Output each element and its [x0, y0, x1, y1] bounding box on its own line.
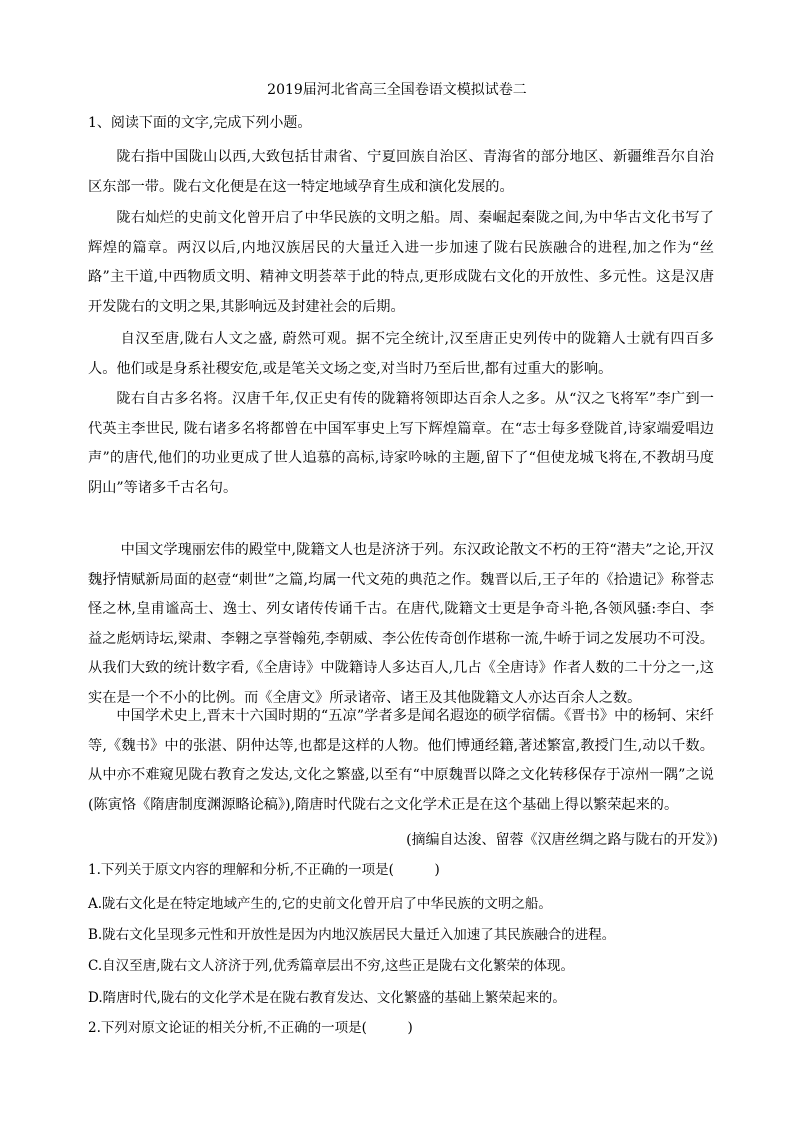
question-1-option-d: D.隋唐时代,陇右的文化学术是在陇右教育发达、文化繁盛的基础上繁荣起来的。 [88, 990, 566, 1006]
question-1-option-a: A.陇右文化是在特定地域产生的,它的史前文化曾开启了中华民族的文明之船。 [88, 896, 552, 912]
passage-paragraph-3: 自汉至唐,陇右人文之盛, 蔚然可观。据不完全统计,汉至唐正史列传中的陇籍人士就有四百多人。他们或是身系社稷安危,或是笔关文场之变,对当时乃至后世,都有过重大的影响。 [88, 331, 714, 377]
passage-paragraph-2: 陇右灿烂的史前文化曾开启了中华民族的文明之船。周、秦崛起秦陇之间,为中华古文化书写了辉煌的篇章。两汉以后,内地汉族居民的大量迁入进一步加速了陇右民族融合的进程,加之作为“丝路”主干道,中西物质文明、精神文明荟萃于此的特点,更形成陇右文化的开放性、多元性。这是汉唐开发陇右的文明之果,其影响远及封建社会的后期。 [88, 210, 714, 315]
passage-paragraph-6: 中国学术史上,晋末十六国时期的“五凉”学者多是闻名遐迩的硕学宿儒。《晋书》中的杨轲、宋纤等,《魏书》中的张湛、阴仲达等,也都是这样的人物。他们博通经籍,著述繁富,教授门生,动以千数。从中亦不难窥见陇右教育之发达,文化之繁盛,以至有“中原魏晋以降之文化转移保存于凉州一隅”之说(陈寅恪《隋唐制度渊源略论稿》),隋唐时代陇右之文化学术正是在这个基础上得以繁荣起来的。 [88, 708, 714, 813]
passage-paragraph-5: 中国文学瑰丽宏伟的殿堂中,陇籍文人也是济济于列。东汉政论散文不朽的王符“潜夫”之论,开汉魏抒情赋新局面的赵壹“刺世”之篇,均属一代文苑的典范之作。魏晋以后,王子年的《拾遗记》称誉志怪之林,皇甫谧高士、逸士、列女诸传传诵千古。在唐代,陇籍文士更是争奇斗艳,各领风骚:李白、李益之彪炳诗坛,梁肃、李翱之享誉翰苑,李朝威、李公佐传奇创作堪称一流,牛峤于词之发展功不可没。从我们大致的统计数字看,《全唐诗》中陇籍诗人多达百人,几占《全唐诗》作者人数的二十分之一,这实在是一个不小的比例。而《全唐文》所录诸帝、诸王及其他陇籍文人亦达百余人之数。 [88, 542, 715, 706]
question-1-stem: 1.下列关于原文内容的理解和分析,不正确的一项是( ) [88, 862, 440, 878]
instruction: 1、阅读下面的文字,完成下列小题。 [88, 115, 312, 131]
passage-paragraph-4: 陇右自古多名将。汉唐千年,仅正史有传的陇籍将领即达百余人之多。从“汉之飞将军”李广到一代英主李世民, 陇右诸多名将都曾在中国军事史上写下辉煌篇章。在“志士每多登陇首,诗家端爱唱边声”的唐代,他们的功业更成了世人追慕的高标,诗家吟咏的主题,留下了“但使龙城飞将在,不教胡马度阴山”等诸多千古名句。 [88, 391, 714, 496]
page-title: 2019届河北省高三全国卷语文模拟试卷二 [267, 82, 527, 98]
question-1-option-c: C.自汉至唐,陇右文人济济于列,优秀篇章层出不穷,这些正是陇右文化繁荣的体现。 [88, 958, 575, 974]
source-citation: (摘编自达浚、留蓉《汉唐丝绸之路与陇右的开发》) [406, 832, 718, 848]
question-1-option-b: B.陇右文化呈现多元性和开放性是因为内地汉族居民大量迁入加速了其民族融合的进程。 [88, 927, 616, 943]
passage-paragraph-1: 陇右指中国陇山以西,大致包括甘肃省、宁夏回族自治区、青海省的部分地区、新疆维吾尔自治区东部一带。陇右文化便是在这一特定地域孕育生成和演化发展的。 [88, 149, 714, 195]
question-2-stem: 2.下列对原文论证的相关分析,不正确的一项是( ) [88, 1020, 413, 1036]
